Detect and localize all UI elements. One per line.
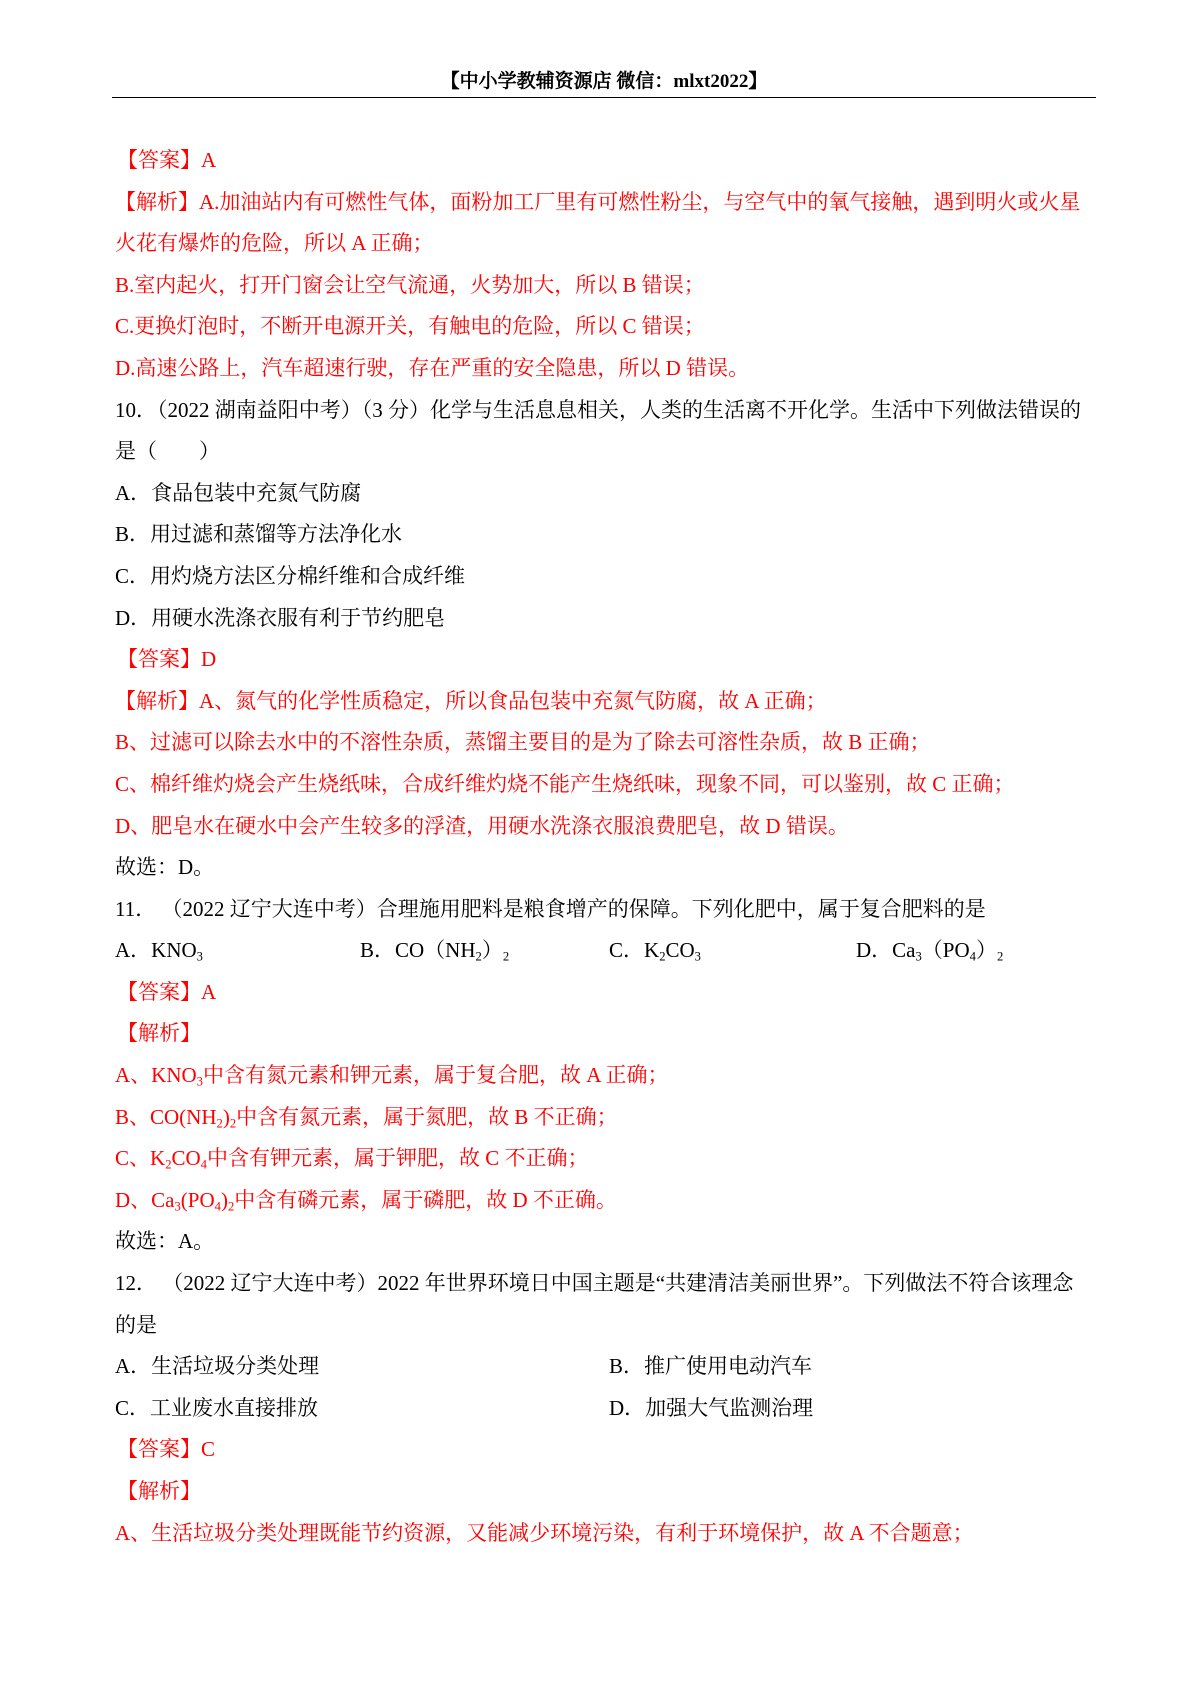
analysis-text: D、Ca bbox=[115, 1187, 175, 1212]
analysis-text: C、K bbox=[115, 1146, 166, 1171]
page-content bbox=[115, 140, 1096, 1554]
q9-analysis-line-3: B.室内起火，打开门窗会让空气流通，火势加大，所以 B 错误； bbox=[115, 272, 705, 297]
header-divider bbox=[112, 97, 1096, 98]
q12-analysis-line-1: A、生活垃圾分类处理既能节约资源，又能减少环境污染，有利于环境保护，故 A 不合题意； bbox=[115, 1520, 974, 1545]
formula-subscript: 2 bbox=[227, 1199, 235, 1214]
q11-stem: 11． （2022 辽宁大连中考）合理施用肥料是粮食增产的保障。下列化肥中，属于复合肥料的是 bbox=[115, 896, 986, 921]
formula-subscript: 4 bbox=[969, 949, 976, 964]
q11-option-a bbox=[115, 930, 360, 972]
formula-subscript: 2 bbox=[659, 949, 666, 964]
q12-option-a: A．生活垃圾分类处理 bbox=[115, 1354, 320, 1379]
formula-subscript: 3 bbox=[694, 949, 701, 964]
q11-options-row bbox=[115, 930, 1096, 972]
analysis-text: B、CO(NH bbox=[115, 1104, 217, 1129]
q12-option-d: D．加强大气监测治理 bbox=[609, 1395, 814, 1420]
q12-analysis-heading: 【解析】 bbox=[117, 1479, 201, 1503]
q9-analysis-line-1: 【解析】A.加油站内有可燃性气体，面粉加工厂里有可燃性粉尘，与空气中的氧气接触，遇到明火或火星 bbox=[115, 189, 1081, 214]
formula-text: （PO bbox=[921, 938, 970, 963]
formula-text: A．KNO bbox=[115, 938, 197, 963]
q10-option-b: B．用过滤和蒸馏等方法净化水 bbox=[115, 522, 403, 547]
formula-subscript: 3 bbox=[196, 949, 203, 964]
page-header: 【中小学教辅资源店 微信：mlxt2022】 bbox=[440, 71, 768, 92]
formula-subscript: 4 bbox=[214, 1199, 221, 1214]
q11-analysis-a bbox=[115, 1055, 1096, 1097]
formula-text: ） bbox=[975, 938, 997, 963]
q11-analysis-heading: 【解析】 bbox=[117, 1021, 201, 1046]
formula-subscript: 2 bbox=[502, 949, 510, 964]
analysis-text: 中含有氮元素和钾元素，属于复合肥，故 A 正确； bbox=[202, 1063, 669, 1088]
analysis-text: ) bbox=[220, 1187, 228, 1212]
formula-subscript: 4 bbox=[200, 1157, 207, 1172]
analysis-text: ) bbox=[222, 1104, 230, 1129]
q11-conclusion: 故选：A。 bbox=[115, 1229, 215, 1254]
q12-option-c: C．工业废水直接排放 bbox=[115, 1395, 319, 1420]
q10-analysis-line-2: B、过滤可以除去水中的不溶性杂质，蒸馏主要目的是为了除去可溶性杂质，故 B 正确； bbox=[115, 730, 931, 755]
q9-answer: 【答案】A bbox=[117, 148, 217, 172]
q12-options-row-1 bbox=[115, 1346, 1096, 1388]
formula-text: D．Ca bbox=[856, 938, 916, 963]
analysis-text: A、KNO bbox=[115, 1063, 197, 1088]
q12-options-row-2 bbox=[115, 1388, 1096, 1430]
formula-subscript: 3 bbox=[915, 949, 922, 964]
analysis-text: 中含有钾元素，属于钾肥，故 C 不正确； bbox=[206, 1146, 589, 1171]
q11-analysis-d bbox=[115, 1180, 1096, 1222]
q12-stem-line-2: 的是 bbox=[115, 1312, 157, 1337]
q12-option-b: B．推广使用电动汽车 bbox=[609, 1354, 813, 1379]
analysis-text: 中含有氮元素，属于氮肥，故 B 不正确； bbox=[236, 1104, 618, 1129]
q9-analysis-line-4: C.更换灯泡时，不断开电源开关，有触电的危险，所以 C 错误； bbox=[115, 314, 705, 339]
formula-text: CO bbox=[665, 938, 695, 963]
q10-analysis-line-3: C、棉纤维灼烧会产生烧纸味，合成纤维灼烧不能产生烧纸味，现象不同，可以鉴别，故 C 正确； bbox=[115, 771, 1015, 796]
formula-subscript: 2 bbox=[475, 949, 482, 964]
formula-text: C．K bbox=[609, 938, 660, 963]
q9-analysis-line-2: 火花有爆炸的危险，所以 A 正确； bbox=[115, 231, 434, 256]
q12-stem-line-1: 12． （2022 辽宁大连中考）2022 年世界环境日中国主题是“共建清洁美丽世界”。下列做法不符合该理念 bbox=[115, 1271, 1074, 1296]
analysis-text: (PO bbox=[180, 1187, 215, 1212]
formula-subscript: 2 bbox=[165, 1157, 172, 1172]
formula-text: ） bbox=[481, 938, 503, 963]
analysis-text: 中含有磷元素，属于磷肥，故 D 不正确。 bbox=[234, 1187, 617, 1212]
q10-analysis-line-1: 【解析】A、氮气的化学性质稳定，所以食品包装中充氮气防腐，故 A 正确； bbox=[115, 688, 827, 713]
q11-option-b bbox=[360, 930, 609, 972]
q11-answer: 【答案】A bbox=[117, 979, 217, 1004]
q11-option-d bbox=[856, 930, 1096, 972]
formula-subscript: 2 bbox=[216, 1116, 223, 1131]
q10-stem-line-2: 是（ ） bbox=[115, 439, 220, 464]
analysis-text: CO bbox=[171, 1146, 201, 1171]
q10-option-d: D．用硬水洗涤衣服有利于节约肥皂 bbox=[115, 605, 446, 630]
q10-stem-line-1: 10．（2022 湖南益阳中考）（3 分）化学与生活息息相关，人类的生活离不开化学。生活中下列做法错误的 bbox=[115, 397, 1081, 422]
formula-subscript: 2 bbox=[229, 1116, 237, 1131]
formula-text: B．CO（NH bbox=[360, 938, 476, 963]
q11-option-c bbox=[609, 930, 856, 972]
formula-subscript: 2 bbox=[996, 949, 1004, 964]
q12-answer: 【答案】C bbox=[117, 1437, 216, 1462]
q9-analysis-line-5: D.高速公路上，汽车超速行驶，存在严重的安全隐患，所以 D 错误。 bbox=[115, 355, 750, 380]
q10-conclusion: 故选：D。 bbox=[115, 855, 215, 880]
q10-analysis-line-4: D、肥皂水在硬水中会产生较多的浮渣，用硬水洗涤衣服浪费肥皂，故 D 错误。 bbox=[115, 813, 849, 838]
q10-option-c: C．用灼烧方法区分棉纤维和合成纤维 bbox=[115, 563, 466, 588]
q10-option-a: A．食品包装中充氮气防腐 bbox=[115, 480, 362, 505]
formula-subscript: 3 bbox=[174, 1199, 181, 1214]
q11-analysis-b bbox=[115, 1097, 1096, 1139]
q11-analysis-c bbox=[115, 1138, 1096, 1180]
formula-subscript: 3 bbox=[196, 1074, 203, 1089]
q10-answer: 【答案】D bbox=[117, 647, 217, 672]
